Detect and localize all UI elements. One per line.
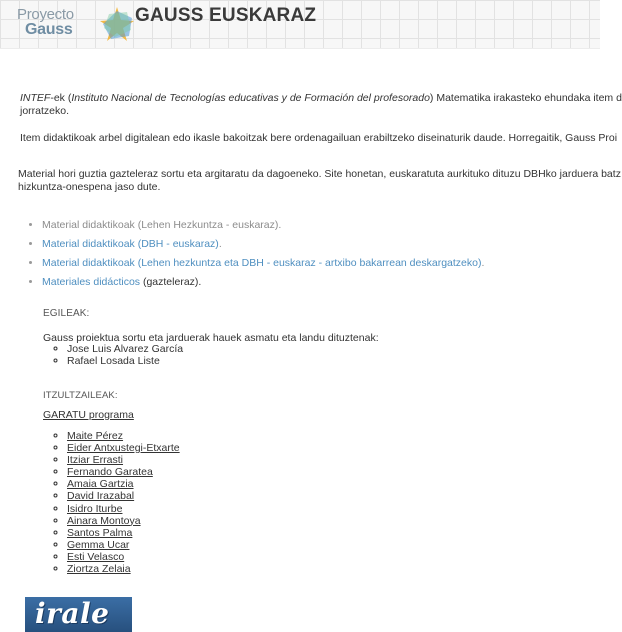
list-item (67, 515, 180, 527)
translator-link[interactable]: Fernando Garatea (67, 466, 153, 479)
translator-link[interactable]: Santos Palma (67, 526, 133, 539)
list-item-suffix: . (218, 238, 222, 250)
list-item (42, 257, 484, 270)
translator-link[interactable]: Maite Pérez (67, 430, 124, 442)
site-title: GAUSS EUSKARAZ (135, 5, 317, 26)
logo-text-proyecto: Proyecto (17, 6, 74, 23)
material-archive-link[interactable]: Material didaktikoak (Lehen hezkuntza eta DBH - euskaraz - artxibo bakarrean deskargatzeko) (42, 257, 482, 269)
material-dbh-link[interactable]: Material didaktikoak (DBH - euskaraz) (42, 238, 219, 250)
authors-heading: EGILEAK: (43, 308, 90, 319)
list-item (67, 454, 180, 466)
list-item (42, 276, 484, 289)
list-item (67, 539, 180, 551)
translator-link[interactable]: Eider Antxustegi-Etxarte (67, 442, 180, 455)
intef-abbr: INTEF (20, 92, 51, 104)
intro-text: Material hori guztia gazteleraz sortu eta argitaratu da dagoeneko. Site honetan, euskaratuta aurkituko dituzu DBHko jarduera batz (18, 168, 621, 180)
intef-full-name: Instituto Nacional de Tecnologías educativas y de Formación del profesorado (71, 92, 430, 104)
intro-text: -ek ( (50, 92, 72, 104)
list-item: ◦ Jose Luis Alvarez García (67, 343, 183, 355)
intro-text: ) Matematika irakasteko ehundaka item d (429, 92, 622, 104)
irale-logo[interactable] (25, 597, 132, 632)
translator-link[interactable]: Itziar Errasti (67, 454, 124, 467)
list-item (67, 466, 180, 478)
authors-intro: Gauss proiektua sortu eta jarduerak hauek asmatu eta landu dituztenak: (43, 332, 379, 344)
logo-text-gauss: Gauss (25, 21, 73, 38)
irale-logo-text: irale (35, 597, 110, 630)
intro-paragraph-3 (18, 168, 621, 194)
list-item (67, 563, 180, 575)
translator-link[interactable]: Amaia Gartzia (67, 478, 134, 491)
list-item: ◦ Rafael Losada Liste (67, 355, 183, 367)
translator-link[interactable]: Gemma Ucar (67, 538, 130, 551)
list-item (67, 551, 180, 563)
site-header (0, 0, 600, 49)
translator-link[interactable]: Ainara Montoya (67, 514, 141, 527)
list-item (67, 527, 180, 539)
list-item-suffix: (gazteleraz). (140, 276, 202, 288)
materiales-didacticos-link[interactable]: Materiales didácticos (42, 276, 141, 288)
intro-paragraph-1 (20, 92, 622, 118)
translator-link[interactable]: Ziortza Zelaia (67, 563, 131, 576)
translators-list (43, 430, 180, 575)
authors-list (43, 343, 183, 367)
materials-list (18, 219, 484, 295)
proyecto-gauss-logo[interactable] (17, 4, 127, 44)
list-item (67, 430, 180, 442)
garatu-program-link[interactable]: GARATU programa (43, 409, 134, 421)
intro-text: hizkuntza-onespena jaso dute. (18, 181, 161, 193)
list-item (67, 478, 180, 490)
translator-link[interactable]: Esti Velasco (67, 550, 125, 563)
list-item (42, 238, 484, 251)
translators-heading: ITZULTZAILEAK: (43, 390, 118, 401)
list-item (67, 442, 180, 454)
intro-paragraph-2: Item didaktikoak arbel digitalean edo ikasle bakoitzak bere ordenagailuan erabiltzeko diseinaturik daude. Horregaitik, Gauss Proi (20, 132, 618, 144)
list-item (67, 490, 180, 502)
material-lh-text: Material didaktikoak (Lehen Hezkuntza - euskaraz). (42, 219, 282, 231)
gauss-star-icon (99, 6, 135, 42)
translator-link[interactable]: Isidro Iturbe (67, 502, 123, 515)
list-item (67, 503, 180, 515)
list-item-suffix: . (481, 257, 485, 269)
list-item (42, 219, 484, 232)
translator-link[interactable]: David Irazabal (67, 490, 135, 503)
intro-text: jorratzeko. (20, 105, 70, 117)
